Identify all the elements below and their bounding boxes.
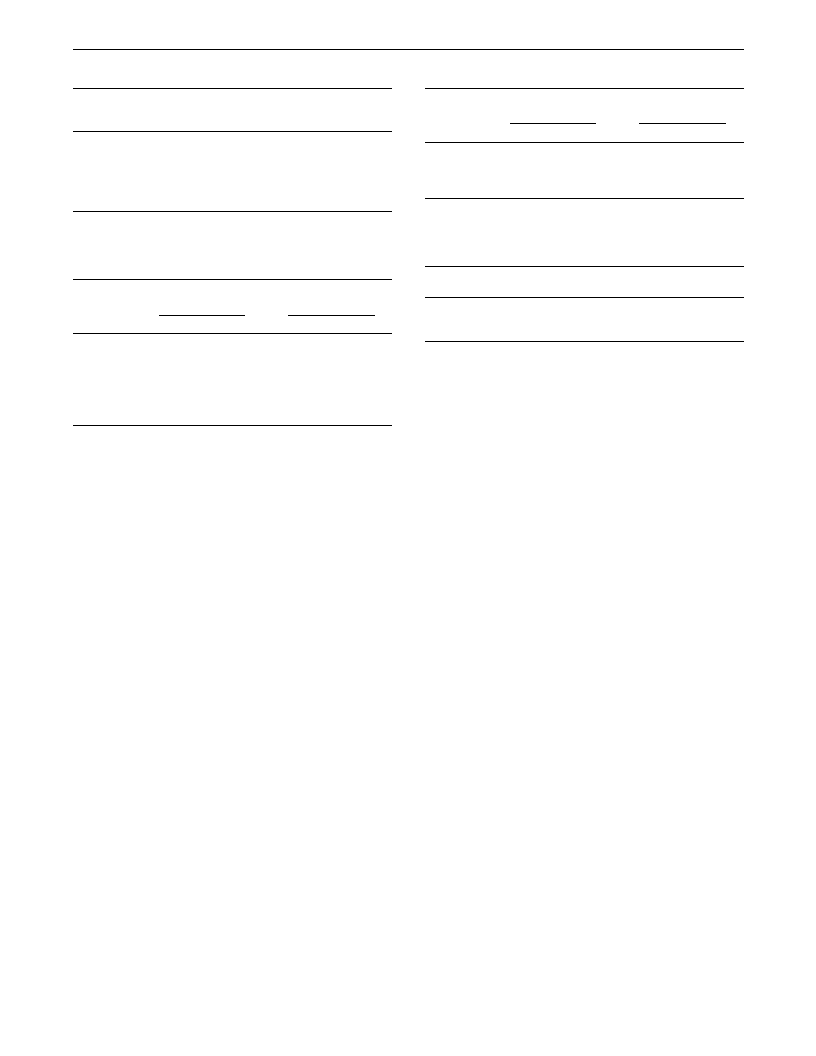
- right-table-header-rule: [425, 142, 744, 143]
- right-table-top-rule: [425, 88, 744, 89]
- right-table-note-top-rule: [425, 297, 744, 298]
- right-table-column-group-rule: [639, 123, 726, 124]
- right-table-column-group-rule: [510, 123, 596, 124]
- right-table-bottom-rule: [425, 266, 744, 267]
- right-table-section-rule: [425, 198, 744, 199]
- right-table-note-bottom-rule: [425, 341, 744, 342]
